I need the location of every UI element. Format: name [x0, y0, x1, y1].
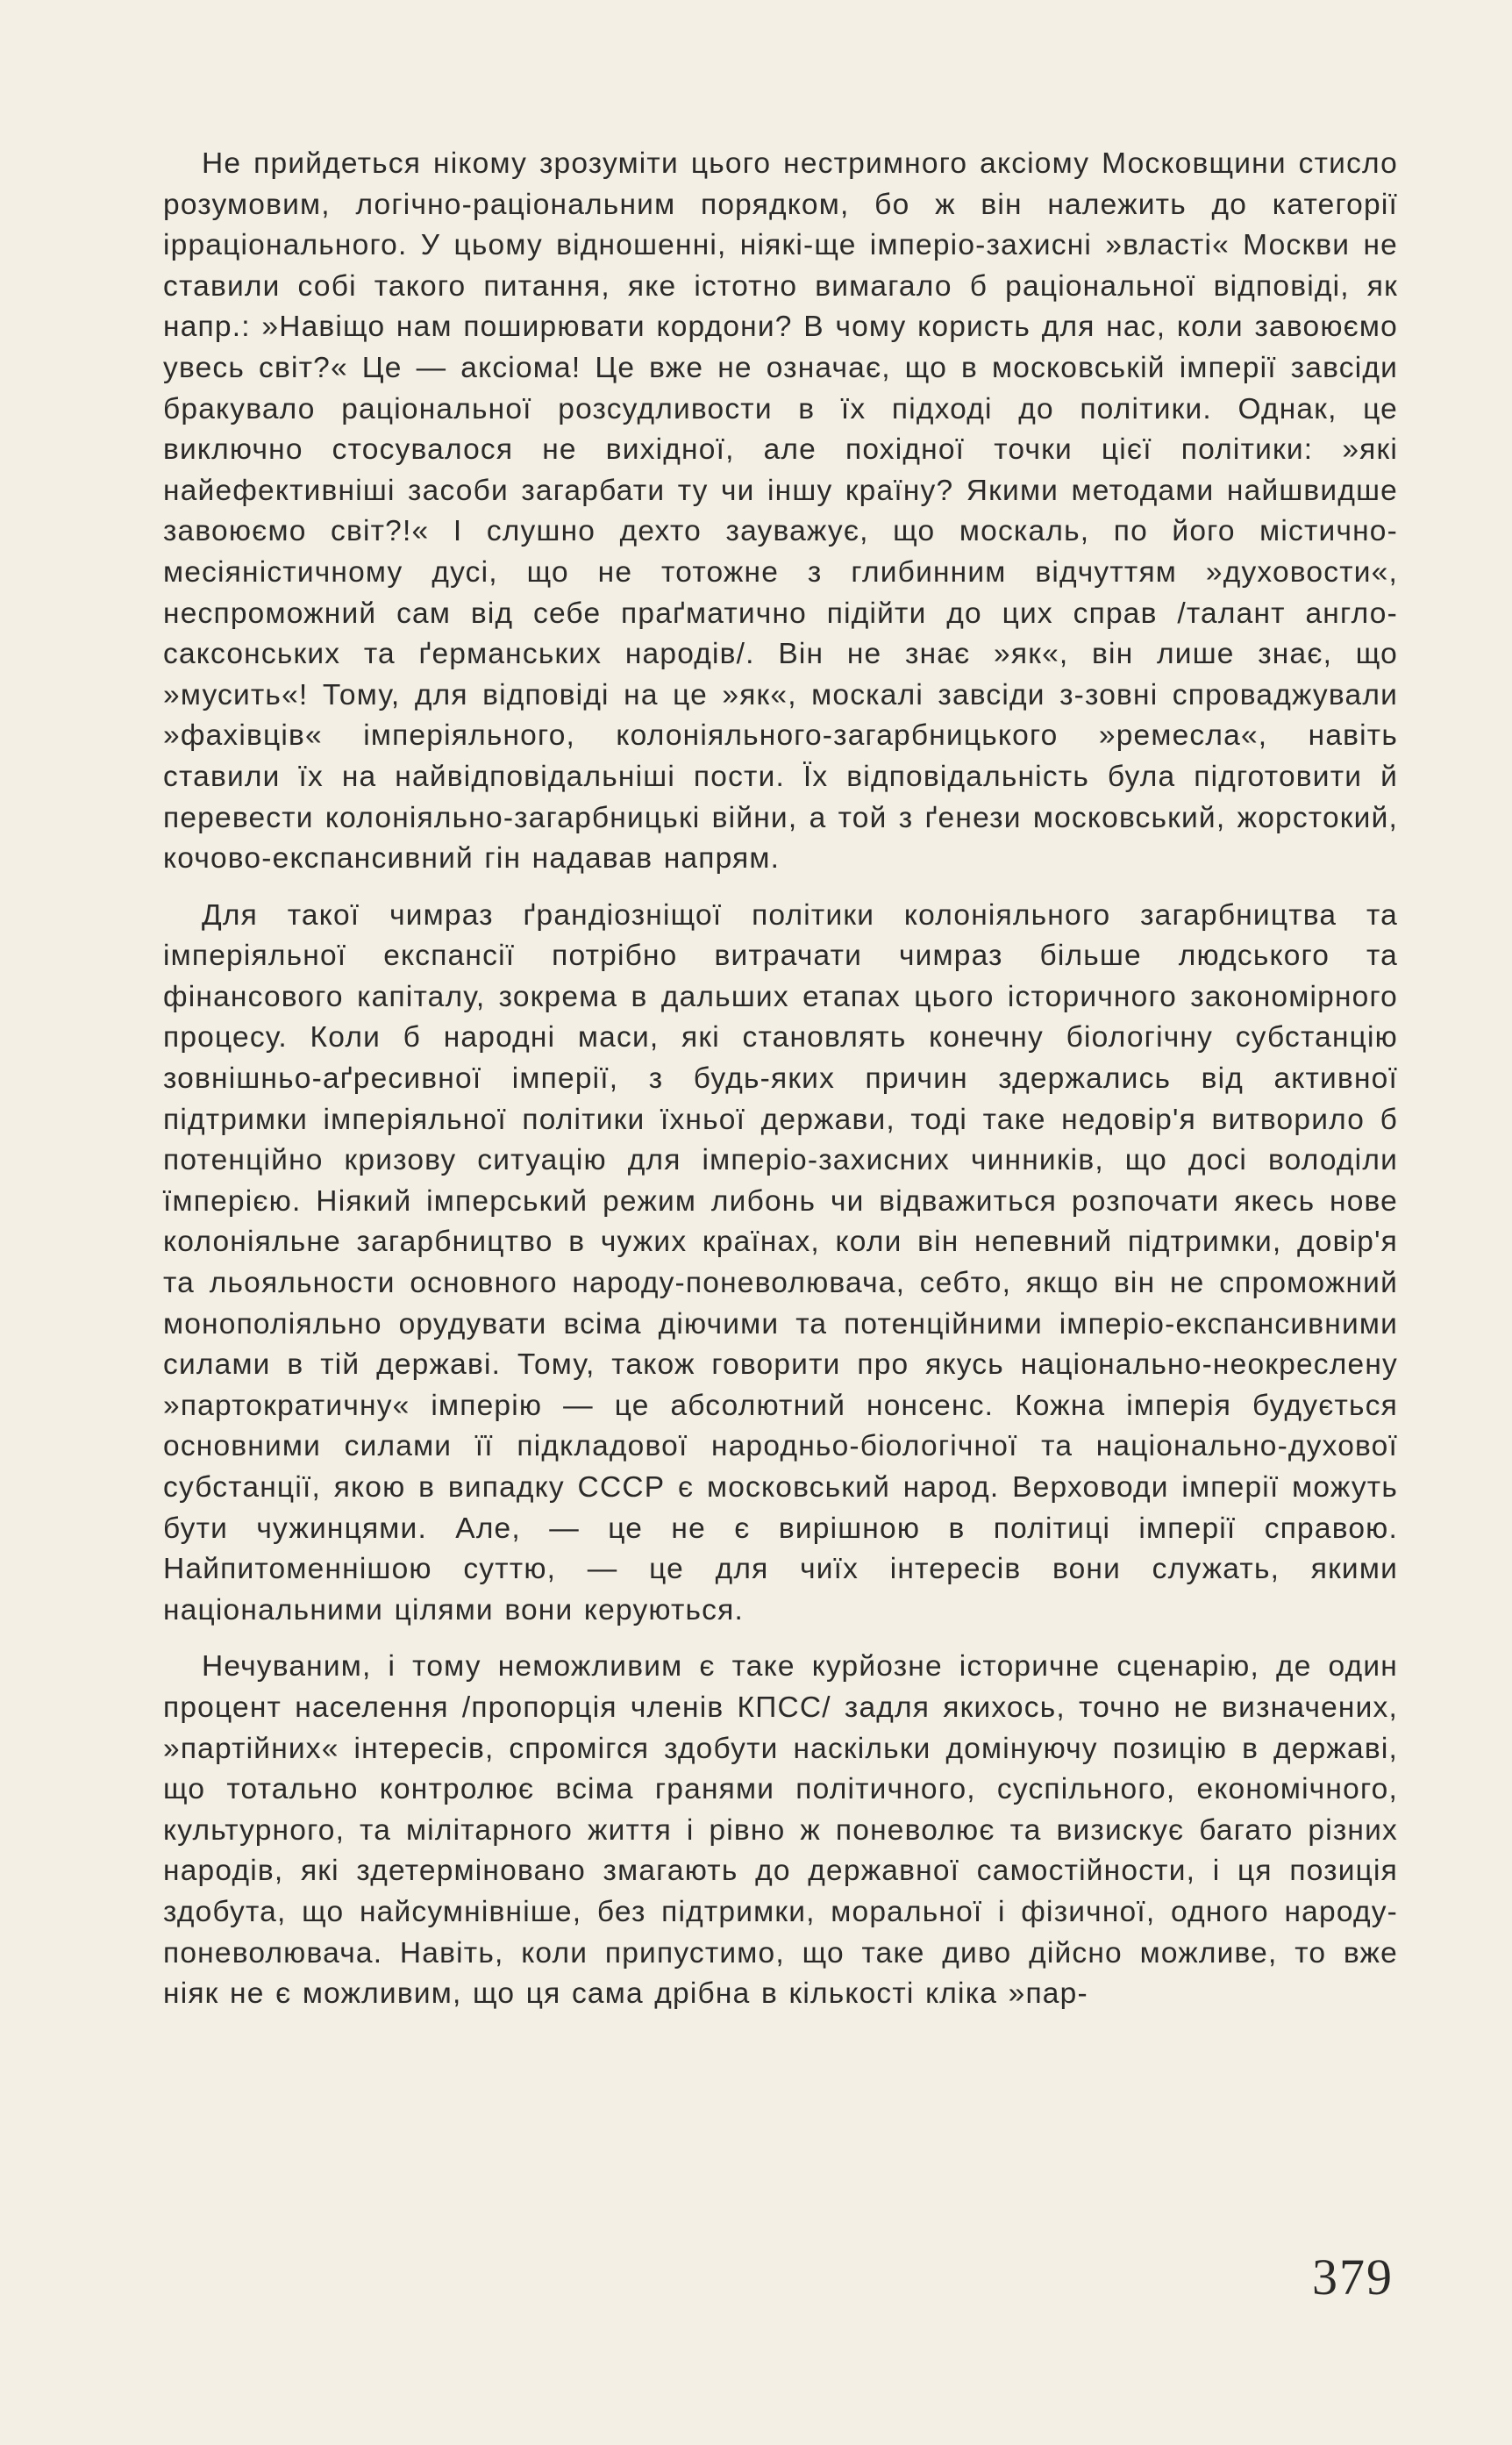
paragraph-3: Нечуваним, і тому неможливим є таке курйозне історичне сценарію, де один процент населення /пропорція членів КПСС/ задля якихось, точно не визначених, »партійних« інтересів, спромігся здобути наскільки домінуючу позицію в державі, що тотально контролює всіма гранями політичного, суспільного, економічного, культурного, та мілітарного життя і рівно ж поневолює та визискує багато різних народів, які здетерміновано змагають до державної самостійности, і ця позиція здобута, що найсумнівніше, без підтримки, моральної і фізичної, одного народу-поневолювача. Навіть, коли припустимо, що таке диво дійсно можливе, то вже ніяк не є можливим, що ця сама дрібна в кількості кліка »пар- — [163, 1650, 1398, 2011]
body-text — [163, 144, 1398, 2015]
page-number: 379 — [1312, 2248, 1394, 2306]
paragraph-2: Для такої чимраз ґрандіозніщої політики колоніяльного загарбництва та імперіяльної експансії потрібно витрачати чимраз більше людського та фінансового капіталу, зокрема в дальших етапах цього історичного закономірного процесу. Коли б народні маси, які становлять конечну біологічну субстанцію зовнішньо-аґресивної імперії, з будь-яких причин здержались від активної підтримки імперіяльної політики їхньої держави, тоді таке недовір'я витворило б потенційно кризову ситуацію для імперіо-захисних чинників, що досі володіли їмперією. Ніякий імперський режим либонь чи відважиться розпочати якесь нове колоніяльне загарбництво в чужих країнах, коли він непевний підтримки, довір'я та льояльности основного народу-поневолювача, себто, якщо він не спроможний монополіяльно орудувати всіма діючими та потенційними імперіо-експансивними силами в тій державі. Тому, також говорити про якусь національно-неокреслену »партократичну« імперію — це абсолютний нонсенс. Кожна імперія будується основними силами її підкладової народньо-біологічної та національно-духової субстанції, якою в випадку СССР є московський народ. Верховоди імперії можуть бути чужинцями. Але, — це не є вирішною в політиці імперії справою. Найпитоменнішою суттю, — це для чиїх інтересів вони служать, якими національними цілями вони керуються. — [163, 898, 1398, 1626]
paragraph-1: Не прийдеться нікому зрозуміти цього нестримного аксіому Московщини стисло розумовим, логічно-раціональним порядком, бо ж він належить до категорії ірраціонального. У цьому відношенні, ніякі-ще імперіо-захисні »власті« Москви не ставили собі такого питання, яке істотно вимагало б раціональної відповіді, як напр.: »Навіщо нам поширювати кордони? В чому користь для нас, коли завоюємо увесь світ?« Це — аксіома! Це вже не означає, що в московській імперії завсіди бракувало раціональної розсудливости в їх підході до політики. Однак, це виключно стосувалося не вихідної, але похідної точки цієї політики: »які найефективніші засоби загарбати ту чи іншу країну? Якими методами найшвидше завоюємо світ?!« І слушно дехто зауважує, що москаль, по його містично-месіяністичному дусі, що не тотожне з глибинним відчуттям »духовости«, неспроможний сам від себе праґматично підійти до цих справ /талант англо-саксонських та ґерманських народів/. Він не знає »як«, він лише знає, що »мусить«! Тому, для відповіді на це »як«, москалі завсіди з-зовні спроваджували »фахівців« імперіяльного, колоніяльного-загарбницького »ремесла«, навіть ставили їх на найвідповідальніші пости. Їх відповідальність була підготовити й перевести колоніяльно-загарбницькі війни, а той з ґенези московський, жорстокий, кочово-експансивний гін надавав напрям. — [163, 147, 1398, 876]
